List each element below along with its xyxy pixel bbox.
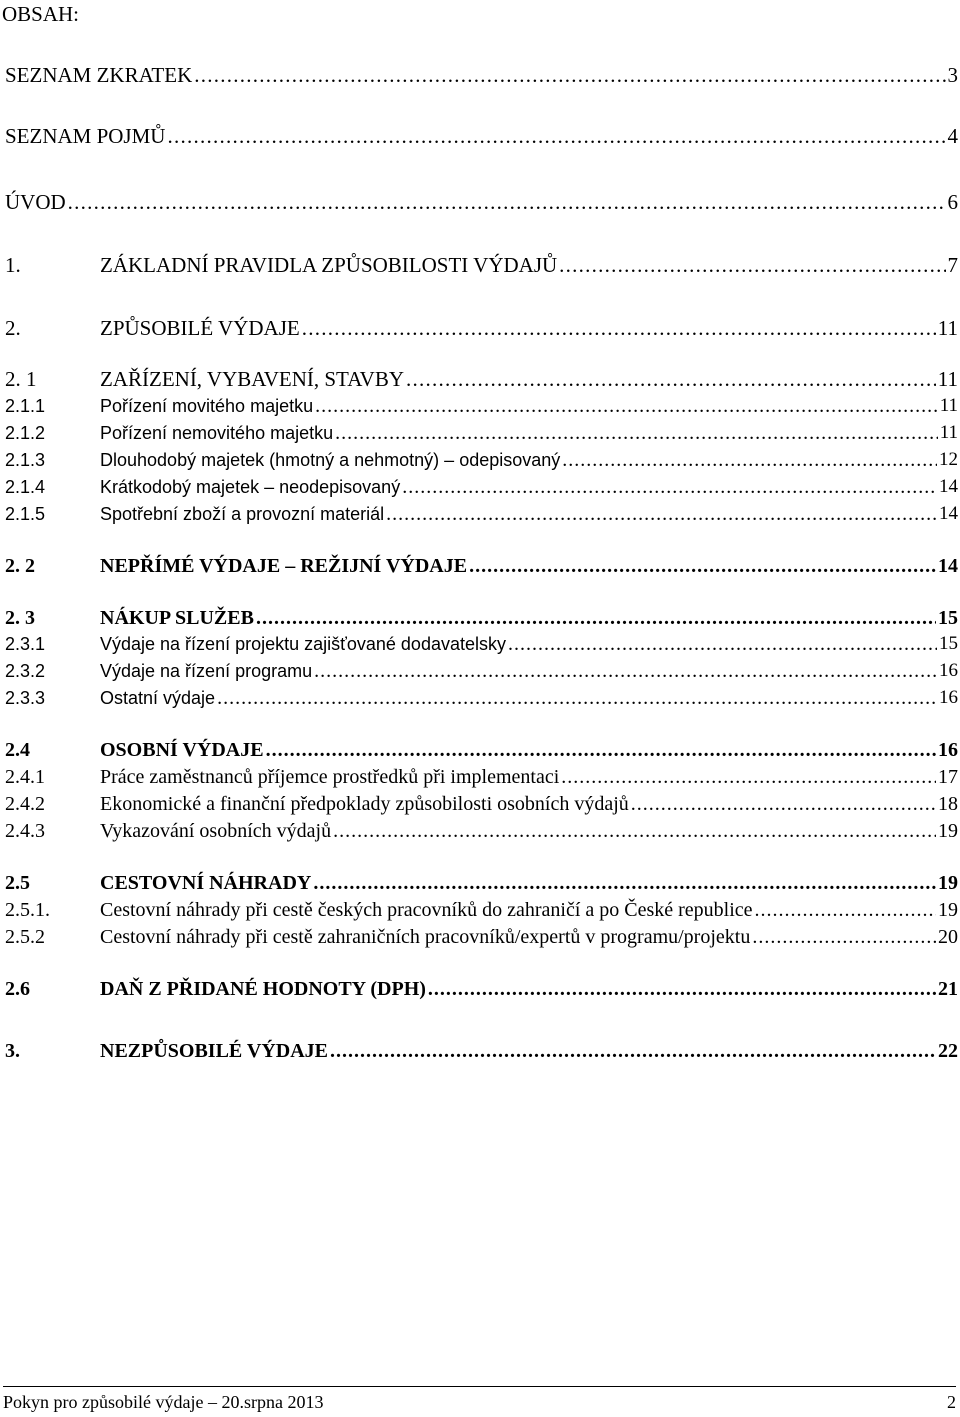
toc-heading: OBSAH: [2,2,80,26]
toc-dot-leader [68,191,946,213]
toc-entry-title: Vykazování osobních výdajů [100,820,332,842]
toc-entry-number: 2. 3 [5,607,35,629]
toc-entry-page: 14 [938,555,958,577]
toc-entry-number: 2. [5,316,21,340]
toc-entry[interactable] [0,603,958,629]
toc-entry-title: NÁKUP SLUŽEB [100,607,254,629]
toc-entry[interactable] [0,187,958,213]
toc-entry-number: ÚVOD [5,190,66,214]
toc-entry-title: ZAŘÍZENÍ, VYBAVENÍ, STAVBY [100,367,404,391]
toc-entry-number: 2. 1 [5,367,37,391]
toc-entry-page: 16 [939,660,958,681]
toc-entry-page: 11 [939,422,958,443]
toc-entry-title: Spotřební zboží a provozní materiál [100,504,385,524]
toc-entry-title: Ostatní výdaje [100,688,216,708]
toc-entry-title: Výdaje na řízení projektu zajišťované dodavatelsky [100,634,506,654]
toc-entry-title: Krátkodobý majetek – neodepisovaný [100,477,401,497]
toc-entry-number: 2.6 [5,978,30,1000]
toc-entry-page: 14 [939,476,958,497]
toc-dot-leader [469,555,936,577]
toc-dot-leader [266,739,936,761]
toc-dot-leader [508,633,937,655]
toc-dot-leader [314,660,937,682]
toc-entry-page: 14 [939,503,958,524]
toc-entry-page: 16 [939,687,958,708]
toc-entry-title: CESTOVNÍ NÁHRADY [100,872,312,894]
toc-dot-leader [406,368,936,390]
toc-entry[interactable] [0,60,958,86]
toc-entry-title: ZÁKLADNÍ PRAVIDLA ZPŮSOBILOSTI VÝDAJŮ [100,253,558,277]
toc-entry-page: 19 [938,872,958,894]
toc-dot-leader [562,449,937,471]
toc-entry[interactable] [0,735,958,761]
toc-entry-number: 2.1.3 [5,450,46,470]
toc-entry-page: 16 [938,739,958,761]
toc-entry[interactable] [0,445,958,471]
toc-entry-title: DAŇ Z PŘIDANÉ HODNOTY (DPH) [100,978,426,1000]
toc-entry-number: 2.5.2 [5,926,45,948]
toc-entry[interactable] [0,868,958,894]
toc-dot-leader [167,125,945,147]
toc-dot-leader [386,503,937,525]
toc-entry-page: 19 [938,899,958,921]
toc-dot-leader [315,395,938,417]
toc-entry-page: 22 [938,1040,958,1062]
toc-dot-leader [755,899,936,921]
toc-entry-page: 21 [938,978,958,1000]
toc-entry-title: NEPŘÍMÉ VÝDAJE – REŽIJNÍ VÝDAJE [100,555,468,577]
toc-entry-page: 3 [947,63,958,87]
toc-entry-title: Výdaje na řízení programu [100,661,313,681]
toc-entry-page: 15 [938,607,958,629]
toc-dot-leader [559,254,945,276]
toc-entry-number: 2.4.3 [5,820,45,842]
toc-entry-page: 7 [947,253,958,277]
footer-page-number: 2 [947,1392,956,1412]
footer-document-title: Pokyn pro způsobilé výdaje – 20.srpna 2013 [3,1392,324,1412]
toc-entry-number: 2.4.2 [5,793,45,815]
toc-entry-title: ZPŮSOBILÉ VÝDAJE [100,316,300,340]
toc-entry-title: Pořízení nemovitého majetku [100,423,334,443]
toc-entry[interactable] [0,895,958,921]
toc-dot-leader [302,317,936,339]
toc-entry[interactable] [0,683,958,709]
toc-entry[interactable] [0,472,958,498]
toc-dot-leader [752,926,936,948]
toc-entry[interactable] [0,499,958,525]
toc-entry-number: 2.5 [5,872,30,894]
toc-dot-leader [333,820,936,842]
toc-dot-leader [631,793,936,815]
toc-entry-number: 2.3.1 [5,634,46,654]
toc-entry-number: SEZNAM ZKRATEK [5,63,193,87]
toc-entry-page: 20 [938,926,958,948]
toc-entry-title: OSOBNÍ VÝDAJE [100,739,264,761]
toc-entry[interactable] [0,974,958,1000]
toc-entry[interactable] [0,364,958,390]
toc-entry-title: Dlouhodobý majetek (hmotný a nehmotný) – odepisovaný [100,450,561,470]
toc-entry-page: 15 [939,633,958,654]
toc-entry[interactable] [0,121,958,147]
toc-entry-title: Pořízení movitého majetku [100,396,314,416]
toc-entry-title: Ekonomické a finanční předpoklady způsobilosti osobních výdajů [100,793,629,815]
toc-entry-number: 2. 2 [5,555,35,577]
toc-entry[interactable] [0,629,958,655]
toc-entry-number: 2.4 [5,739,30,761]
toc-entry-page: 11 [937,316,958,340]
toc-entry-number: SEZNAM POJMŮ [5,124,166,148]
toc-entry-page: 4 [947,124,958,148]
toc-entry[interactable] [0,313,958,339]
page-footer [3,1386,956,1413]
toc-dot-leader [313,872,936,894]
toc-dot-leader [194,64,945,86]
toc-entry-number: 2.3.3 [5,688,46,708]
toc-entry-number: 2.1.1 [5,396,46,416]
toc-dot-leader [330,1040,936,1062]
toc-entry[interactable] [0,1036,958,1062]
toc-entry[interactable] [0,816,958,842]
toc-entry[interactable] [0,418,958,444]
toc-dot-leader [335,422,938,444]
toc-entry-number: 2.1.4 [5,477,46,497]
toc-entry[interactable] [0,922,958,948]
toc-entry-title: NEZPŮSOBILÉ VÝDAJE [100,1040,329,1062]
toc-dot-leader [402,476,937,498]
toc-entry[interactable] [0,250,958,276]
toc-entry-page: 18 [938,793,958,815]
toc-dot-leader [428,978,936,1000]
toc-entry-number: 2.1.5 [5,504,46,524]
toc-entry[interactable] [0,789,958,815]
toc-entry[interactable] [0,391,958,417]
toc-entry-number: 1. [5,253,21,277]
toc-entry-page: 12 [939,449,958,470]
toc-entry-page: 11 [939,395,958,416]
toc-dot-leader [256,607,936,629]
toc-entry-page: 11 [937,367,958,391]
toc-entry-title: Cestovní náhrady při cestě zahraničních pracovníků/expertů v programu/projektu [100,926,751,948]
toc-entry-number: 3. [5,1040,20,1062]
toc-entry-number: 2.1.2 [5,423,46,443]
toc-entry-page: 17 [938,766,958,788]
toc-entry-page: 19 [938,820,958,842]
toc-entry[interactable] [0,762,958,788]
toc-entry-page: 6 [947,190,958,214]
toc-entry-title: Cestovní náhrady při cestě českých pracovníků do zahraničí a po České republice [100,899,753,921]
toc-entry[interactable] [0,551,958,577]
toc-entry-number: 2.5.1. [5,899,50,921]
toc-dot-leader [561,766,936,788]
toc-entry[interactable] [0,656,958,682]
toc-entry-number: 2.3.2 [5,661,46,681]
toc-dot-leader [217,687,937,709]
toc-entry-title: Práce zaměstnanců příjemce prostředků při implementaci [100,766,560,788]
toc-entry-number: 2.4.1 [5,766,45,788]
